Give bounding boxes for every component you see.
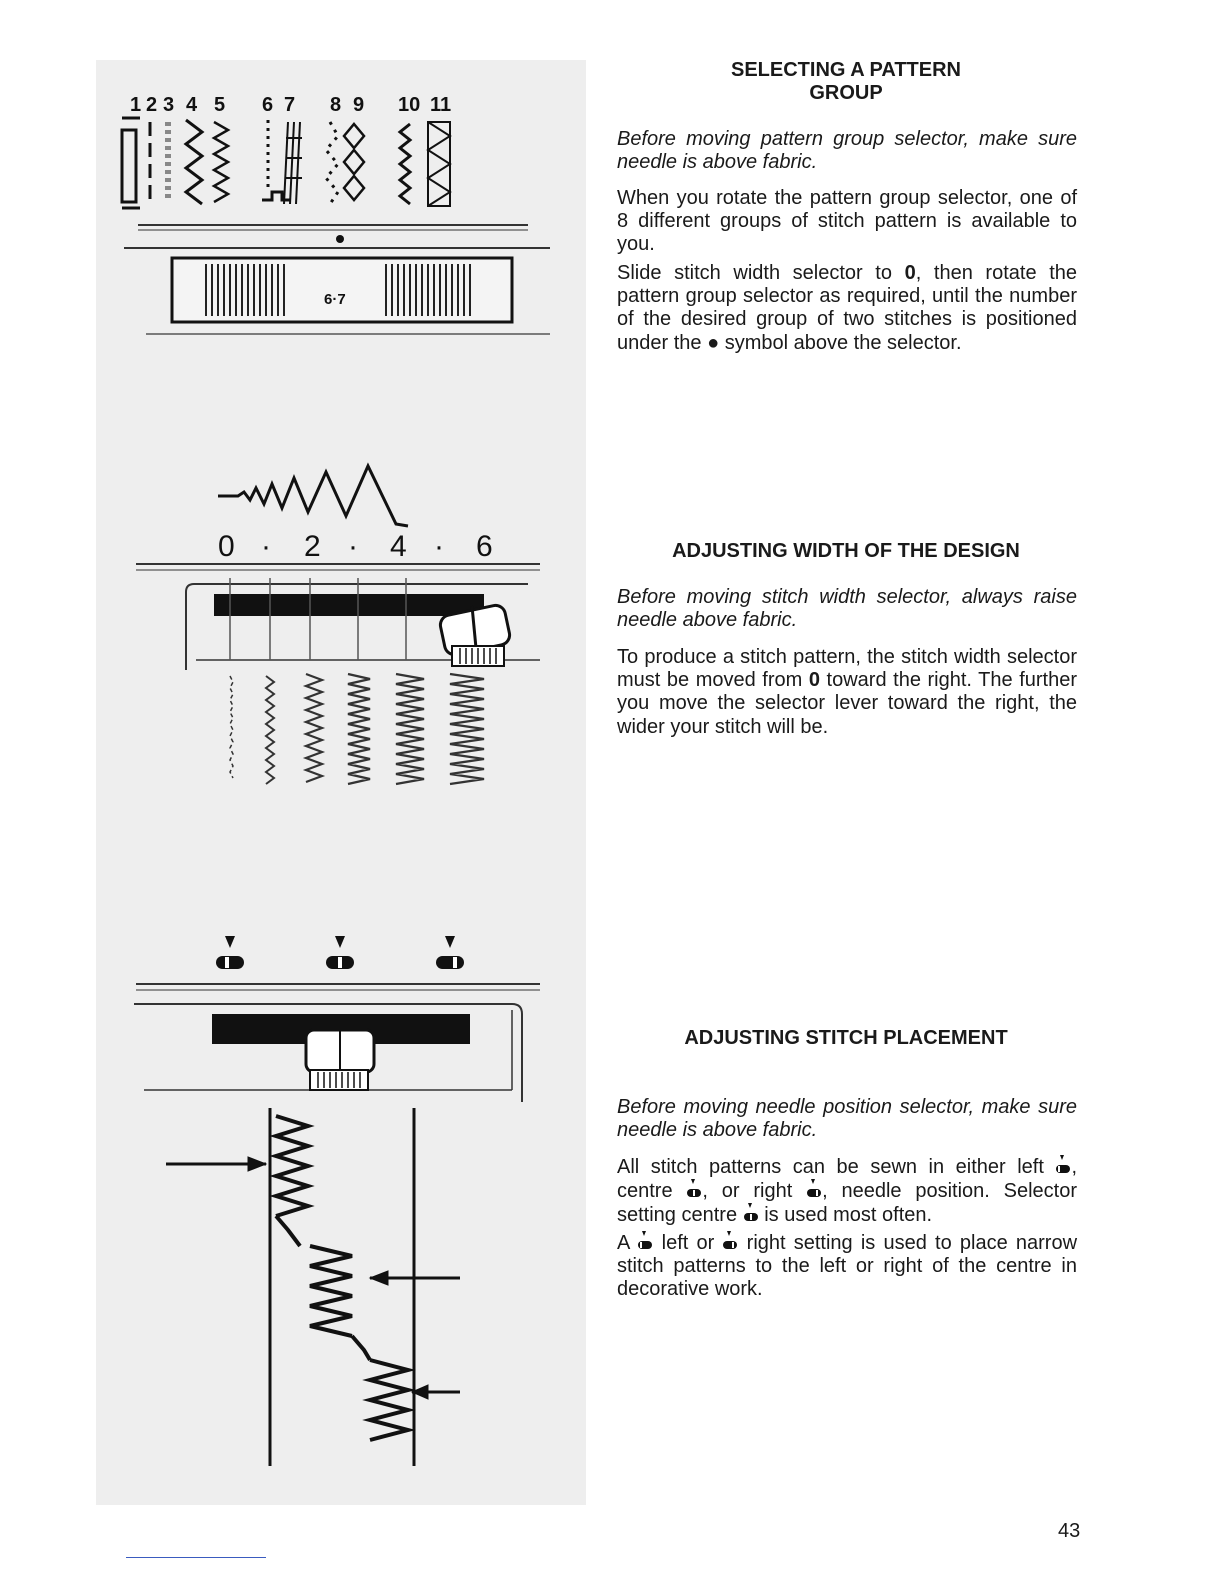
group-number: 11 — [430, 94, 452, 116]
zigzag-width-graphic — [218, 466, 408, 526]
bullet-symbol: ● — [707, 331, 720, 354]
pattern-group-paragraph-2: Slide stitch width selector to 0, then rotate the pattern group selector as required, until the number of the desired group of two stitches is positioned under the ● symbol above the selector. — [617, 262, 1077, 354]
needle-position-figure — [130, 930, 550, 1470]
group-number: 1 — [130, 94, 142, 116]
placement-caution: Before moving needle position selector, make sure needle is above fabric. — [617, 1096, 1077, 1142]
group-number: 7 — [284, 94, 296, 116]
pattern-group-caution: Before moving pattern group selector, make sure needle is above fabric. — [617, 128, 1077, 174]
pattern-group-figure — [110, 80, 580, 360]
arrow-icon — [166, 1157, 266, 1171]
needle-left-icon — [637, 1231, 653, 1251]
width-scale-label: 4 — [390, 530, 407, 563]
arrow-icon — [412, 1385, 460, 1399]
group-number: 6 — [262, 94, 274, 116]
stitch-width-figure — [130, 460, 550, 800]
placement-paragraph-1: All stitch patterns can be sewn in either left , centre , or right , needle position. Selector setting centre is used most often. — [617, 1156, 1077, 1227]
needle-centre-icon — [686, 1179, 702, 1199]
needle-right-icon — [436, 936, 464, 969]
dial-label: 6·7 — [324, 291, 346, 308]
needle-centre-icon — [743, 1203, 759, 1223]
needle-centre-icon — [326, 936, 354, 969]
group-number: 10 — [398, 94, 421, 116]
pattern-group-selector[interactable] — [124, 225, 550, 334]
width-scale-label: · — [434, 530, 444, 563]
width-caution: Before moving stitch width selector, always raise needle above fabric. — [617, 586, 1077, 632]
section-title-pattern-group: SELECTING A PATTERN GROUP — [731, 59, 961, 104]
group-number: 4 — [186, 94, 198, 116]
width-paragraph: To produce a stitch pattern, the stitch width selector must be moved from 0 toward the right. The further you move the selector lever toward the right, the wider your stitch will be. — [617, 646, 1078, 738]
stitch-symbols — [122, 118, 450, 208]
section-title-placement: ADJUSTING STITCH PLACEMENT — [684, 1027, 1008, 1049]
footer-rule — [126, 1557, 266, 1558]
stitch-placement-diagram — [166, 1108, 460, 1466]
stitch-width-selector[interactable] — [136, 564, 540, 670]
page-number: 43 — [1058, 1520, 1081, 1542]
section-title-width: ADJUSTING WIDTH OF THE DESIGN — [672, 540, 1020, 562]
width-scale-label: · — [348, 530, 358, 563]
width-scale-label: 0 — [218, 530, 235, 563]
placement-paragraph-2: A left or right setting is used to place narrow stitch patterns to the left or right of the centre in decorative work. — [617, 1232, 1078, 1301]
width-scale-label: · — [261, 530, 271, 563]
width-scale-label: 2 — [304, 530, 321, 563]
width-scale-label: 6 — [476, 530, 493, 563]
bullet-indicator — [336, 235, 344, 243]
group-number: 2 — [146, 94, 158, 116]
needle-right-icon — [722, 1231, 738, 1251]
needle-left-icon — [1055, 1155, 1071, 1175]
group-number: 8 — [330, 94, 342, 116]
needle-left-icon — [216, 936, 244, 969]
pattern-group-paragraph-1: When you rotate the pattern group selector, one of 8 different groups of stitch pattern is available to you. — [617, 187, 1077, 256]
group-number: 5 — [214, 94, 226, 116]
needle-right-icon — [806, 1179, 822, 1199]
group-number: 3 — [163, 94, 175, 116]
needle-position-selector[interactable] — [134, 984, 540, 1102]
group-number: 9 — [353, 94, 365, 116]
needle-position-knob[interactable] — [306, 1030, 374, 1090]
stitch-width-samples — [230, 674, 484, 784]
